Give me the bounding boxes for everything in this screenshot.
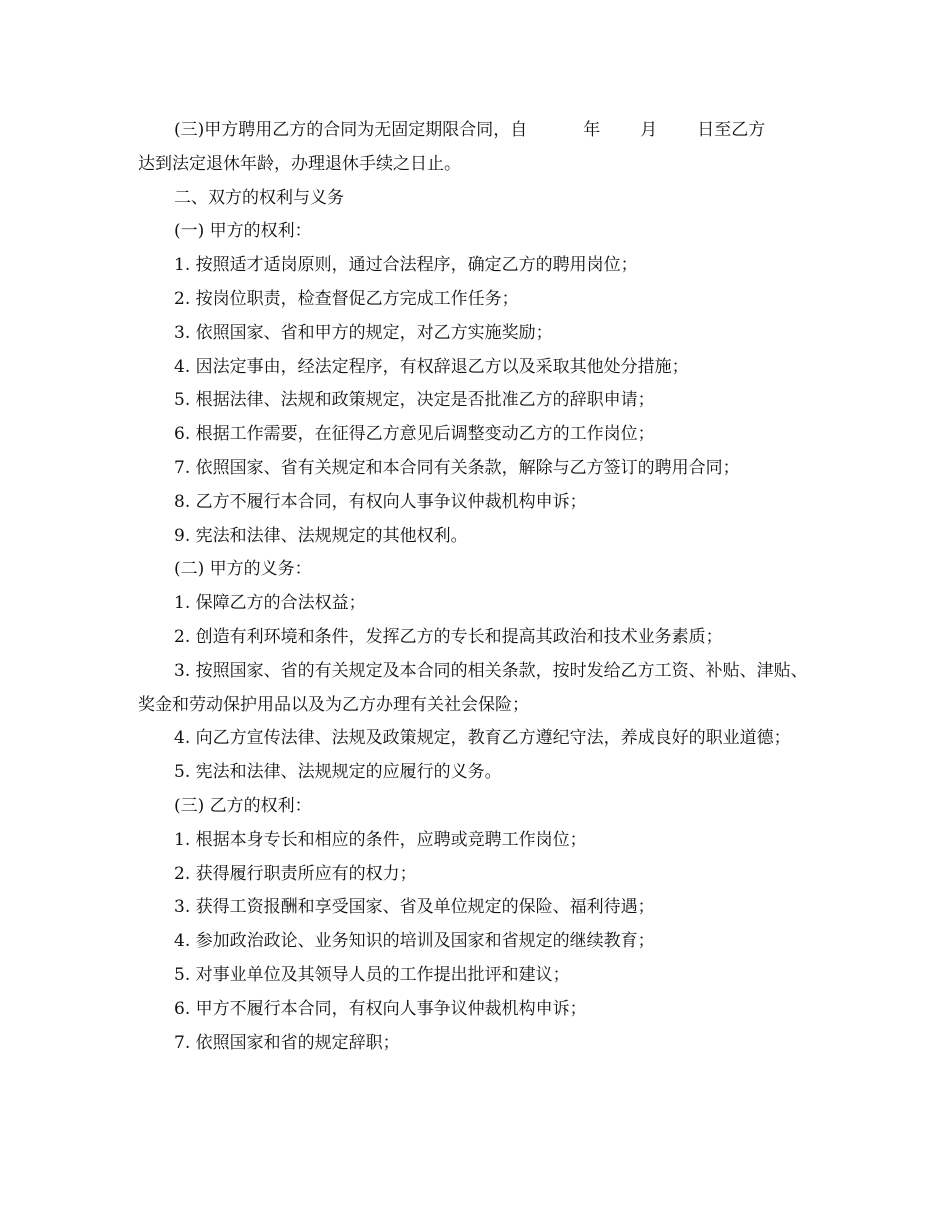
party-a-duty-item: 2. 创造有利环境和条件，发挥乙方的专长和提高其政治和技术业务素质； xyxy=(174,626,723,647)
party-b-right-item: 6. 甲方不履行本合同，有权向人事争议仲裁机构申诉； xyxy=(174,998,587,1019)
document-body xyxy=(138,114,818,1060)
party-a-duties-heading: (二) 甲方的义务： xyxy=(174,559,312,580)
party-a-right-item: 3. 依照国家、省和甲方的规定，对乙方实施奖励； xyxy=(174,322,553,343)
party-a-duty-item: 3. 按照国家、省的有关规定及本合同的相关条款，按时发给乙方工资、补贴、津贴、奖金和劳动保护用品以及为乙方办理有关社会保险； xyxy=(138,660,808,715)
party-a-duty-item: 4. 向乙方宣传法律、法规及政策规定，教育乙方遵纪守法，养成良好的职业道德； xyxy=(174,728,791,749)
party-a-duty-item: 5. 宪法和法律、法规规定的应履行的义务。 xyxy=(174,762,502,783)
party-a-rights-heading: (一) 甲方的权利： xyxy=(174,221,312,242)
party-b-right-item: 3. 获得工资报酬和享受国家、省及单位规定的保险、福利待遇； xyxy=(174,897,655,918)
party-b-right-item: 1. 根据本身专长和相应的条件，应聘或竞聘工作岗位； xyxy=(174,829,587,850)
party-a-right-item: 7. 依照国家、省有关规定和本合同有关条款，解除与乙方签订的聘用合同； xyxy=(174,457,740,478)
party-a-right-item: 4. 因法定事由，经法定程序，有权辞退乙方以及采取其他处分措施； xyxy=(174,356,689,377)
party-a-right-item: 6. 根据工作需要，在征得乙方意见后调整变动乙方的工作岗位； xyxy=(174,424,655,445)
party-b-right-item: 4. 参加政治政论、业务知识的培训及国家和省规定的继续教育； xyxy=(174,931,655,952)
clause-3-line-2: 达到法定退休年龄，办理退休手续之日止。 xyxy=(138,153,461,174)
month-label: 月 xyxy=(640,120,658,140)
party-a-right-item: 9. 宪法和法律、法规规定的其他权利。 xyxy=(174,525,468,546)
party-b-right-item: 7. 依照国家和省的规定辞职； xyxy=(174,1032,400,1053)
party-a-right-item: 1. 按照适才适岗原则，通过合法程序，确定乙方的聘用岗位； xyxy=(174,255,638,276)
year-label: 年 xyxy=(583,120,601,140)
party-a-right-item: 8. 乙方不履行本合同，有权向人事争议仲裁机构申诉； xyxy=(174,491,587,512)
party-b-right-item: 5. 对事业单位及其领导人员的工作提出批评和建议； xyxy=(174,964,570,985)
clause-3-text: (三)甲方聘用乙方的合同为无固定期限合同，自 xyxy=(174,120,528,140)
day-label: 日至乙方 xyxy=(697,120,766,140)
party-b-right-item: 2. 获得履行职责所应有的权力； xyxy=(174,863,417,884)
section-2-title: 二、双方的权利与义务 xyxy=(174,187,344,208)
party-b-rights-heading: (三) 乙方的权利： xyxy=(174,795,312,816)
party-a-duty-item: 1. 保障乙方的合法权益； xyxy=(174,593,366,614)
clause-3-line-1 xyxy=(138,114,818,148)
party-a-right-item: 5. 根据法律、法规和政策规定，决定是否批准乙方的辞职申请； xyxy=(174,390,655,411)
party-a-right-item: 2. 按岗位职责，检查督促乙方完成工作任务； xyxy=(174,288,519,309)
